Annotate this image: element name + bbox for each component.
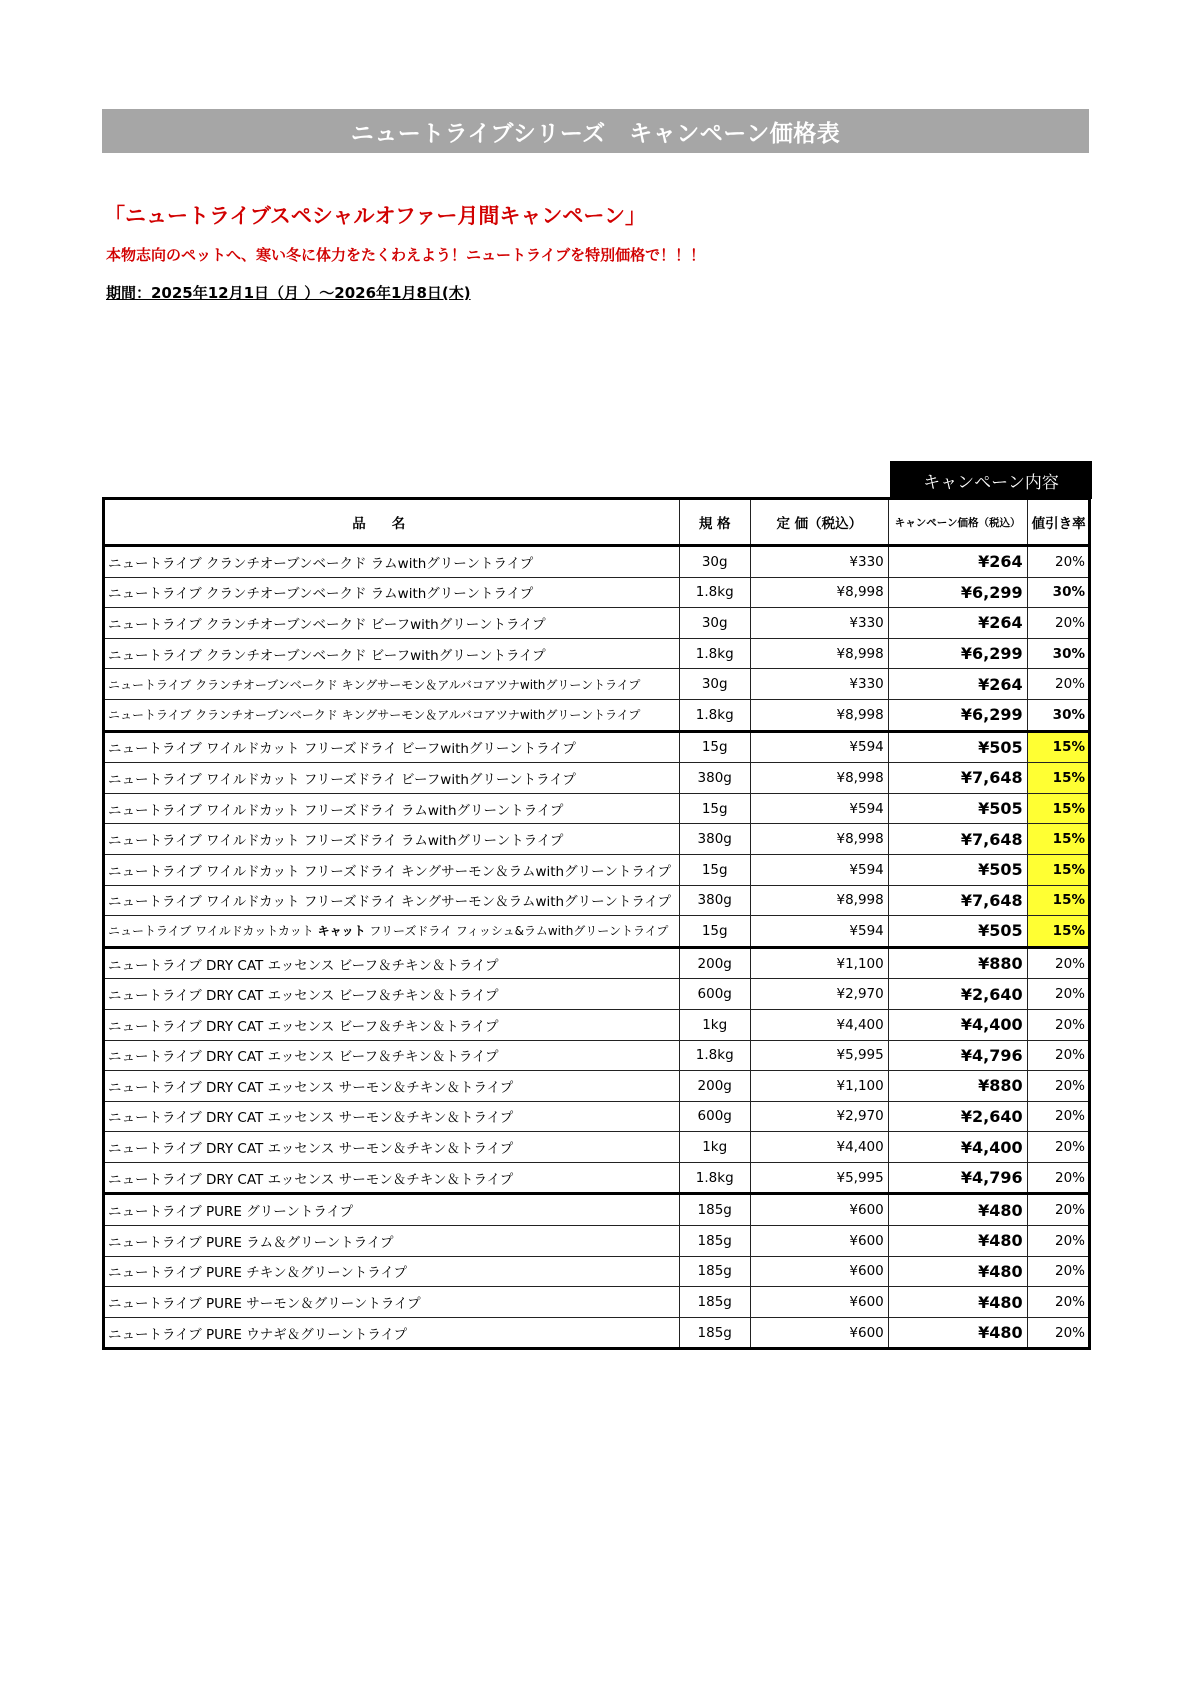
- table-row: [104, 1009, 1090, 1040]
- campaign-price: ¥4,400: [888, 1132, 1027, 1163]
- product-name: ニュートライブ ワイルドカット フリーズドライ ラムwithグリーントライプ: [104, 793, 680, 824]
- product-size: 185g: [679, 1194, 750, 1226]
- list-price: ¥8,998: [750, 824, 888, 855]
- product-size: 380g: [679, 763, 750, 794]
- discount-rate: 15%: [1027, 731, 1089, 763]
- table-row: [104, 546, 1090, 578]
- discount-rate: 30%: [1027, 699, 1089, 731]
- product-size: 15g: [679, 916, 750, 948]
- product-name: ニュートライブ クランチオーブンベークド キングサーモン＆アルバコアツナwithグリーントライプ: [104, 699, 680, 731]
- discount-rate: 15%: [1027, 854, 1089, 885]
- header-size: 規 格: [679, 499, 750, 546]
- table-row: [104, 916, 1090, 948]
- product-size: 1.8kg: [679, 638, 750, 669]
- header-discount-rate: 値引き率: [1027, 499, 1089, 546]
- list-price: ¥600: [750, 1256, 888, 1287]
- product-name: ニュートライブ PURE サーモン＆グリーントライプ: [104, 1287, 680, 1318]
- discount-rate: 20%: [1027, 979, 1089, 1010]
- product-name: [104, 916, 680, 948]
- product-name: ニュートライブ PURE ウナギ＆グリーントライプ: [104, 1317, 680, 1349]
- campaign-price: ¥2,640: [888, 979, 1027, 1010]
- table-row: [104, 1101, 1090, 1132]
- campaign-price: ¥264: [888, 546, 1027, 578]
- campaign-price: ¥6,299: [888, 699, 1027, 731]
- product-size: 1.8kg: [679, 699, 750, 731]
- product-size: 380g: [679, 885, 750, 916]
- product-name: ニュートライブ PURE チキン＆グリーントライプ: [104, 1256, 680, 1287]
- table-row: [104, 854, 1090, 885]
- campaign-price: ¥480: [888, 1194, 1027, 1226]
- campaign-price: ¥4,796: [888, 1162, 1027, 1194]
- campaign-price: ¥880: [888, 1071, 1027, 1102]
- product-name: ニュートライブ ワイルドカット フリーズドライ ビーフwithグリーントライプ: [104, 763, 680, 794]
- header-list-price: 定 価（税込）: [750, 499, 888, 546]
- discount-rate: 15%: [1027, 916, 1089, 948]
- list-price: ¥600: [750, 1317, 888, 1349]
- table-row: [104, 577, 1090, 608]
- campaign-price: ¥4,400: [888, 1009, 1027, 1040]
- table-row: [104, 979, 1090, 1010]
- product-name: ニュートライブ DRY CAT エッセンス ビーフ＆チキン＆トライプ: [104, 979, 680, 1010]
- product-size: 30g: [679, 608, 750, 639]
- discount-rate: 15%: [1027, 885, 1089, 916]
- list-price: ¥2,970: [750, 1101, 888, 1132]
- discount-rate: 20%: [1027, 1162, 1089, 1194]
- list-price: ¥600: [750, 1226, 888, 1257]
- list-price: ¥594: [750, 793, 888, 824]
- campaign-price: ¥7,648: [888, 824, 1027, 855]
- product-size: 15g: [679, 731, 750, 763]
- table-body: [104, 546, 1090, 1349]
- product-size: 15g: [679, 854, 750, 885]
- list-price: ¥594: [750, 731, 888, 763]
- discount-rate: 20%: [1027, 1071, 1089, 1102]
- product-name: ニュートライブ PURE グリーントライプ: [104, 1194, 680, 1226]
- campaign-heading: 「ニュートライブスペシャルオファー月間キャンペーン」: [104, 204, 647, 228]
- product-size: 1.8kg: [679, 577, 750, 608]
- discount-rate: 15%: [1027, 824, 1089, 855]
- list-price: ¥1,100: [750, 947, 888, 979]
- campaign-price: ¥264: [888, 608, 1027, 639]
- header-campaign-price: キャンペーン価格（税込）: [888, 499, 1027, 546]
- product-size: 185g: [679, 1256, 750, 1287]
- product-size: 30g: [679, 546, 750, 578]
- product-name: ニュートライブ PURE ラム＆グリーントライプ: [104, 1226, 680, 1257]
- list-price: ¥5,995: [750, 1040, 888, 1071]
- campaign-price: ¥4,796: [888, 1040, 1027, 1071]
- discount-rate: 20%: [1027, 1226, 1089, 1257]
- product-name: ニュートライブ DRY CAT エッセンス ビーフ＆チキン＆トライプ: [104, 1009, 680, 1040]
- campaign-price: ¥480: [888, 1226, 1027, 1257]
- product-name: ニュートライブ クランチオーブンベークド キングサーモン＆アルバコアツナwithグリーントライプ: [104, 669, 680, 700]
- product-name: ニュートライブ クランチオーブンベークド ラムwithグリーントライプ: [104, 546, 680, 578]
- campaign-price: ¥505: [888, 854, 1027, 885]
- product-name: ニュートライブ ワイルドカット フリーズドライ キングサーモン＆ラムwithグリーントライプ: [104, 885, 680, 916]
- product-name-bold: キャット: [317, 924, 366, 939]
- list-price: ¥2,970: [750, 979, 888, 1010]
- product-name: ニュートライブ DRY CAT エッセンス サーモン＆チキン＆トライプ: [104, 1162, 680, 1194]
- campaign-price: ¥6,299: [888, 638, 1027, 669]
- discount-rate: 20%: [1027, 1101, 1089, 1132]
- list-price: ¥4,400: [750, 1132, 888, 1163]
- product-size: 30g: [679, 669, 750, 700]
- header-row: [104, 499, 1090, 546]
- product-name: ニュートライブ ワイルドカット フリーズドライ キングサーモン＆ラムwithグリーントライプ: [104, 854, 680, 885]
- list-price: ¥1,100: [750, 1071, 888, 1102]
- campaign-period: 期間：2025年12月1日（月 ）～2026年1月8日(木): [106, 284, 471, 302]
- campaign-price: ¥7,648: [888, 885, 1027, 916]
- product-name: ニュートライブ クランチオーブンベークド ラムwithグリーントライプ: [104, 577, 680, 608]
- discount-rate: 20%: [1027, 1256, 1089, 1287]
- discount-rate: 20%: [1027, 546, 1089, 578]
- product-size: 185g: [679, 1287, 750, 1318]
- list-price: ¥330: [750, 546, 888, 578]
- list-price: ¥8,998: [750, 577, 888, 608]
- campaign-price: ¥7,648: [888, 763, 1027, 794]
- discount-rate: 20%: [1027, 608, 1089, 639]
- discount-rate: 15%: [1027, 763, 1089, 794]
- product-size: 380g: [679, 824, 750, 855]
- campaign-price: ¥480: [888, 1256, 1027, 1287]
- campaign-price: ¥480: [888, 1317, 1027, 1349]
- product-size: 600g: [679, 1101, 750, 1132]
- product-name: ニュートライブ ワイルドカット フリーズドライ ビーフwithグリーントライプ: [104, 731, 680, 763]
- table-row: [104, 1194, 1090, 1226]
- discount-rate: 20%: [1027, 1040, 1089, 1071]
- discount-rate: 20%: [1027, 1009, 1089, 1040]
- list-price: ¥8,998: [750, 885, 888, 916]
- campaign-price: ¥264: [888, 669, 1027, 700]
- product-size: 1kg: [679, 1009, 750, 1040]
- product-size: 1.8kg: [679, 1162, 750, 1194]
- table-row: [104, 763, 1090, 794]
- product-size: 600g: [679, 979, 750, 1010]
- header-name: 品名: [104, 499, 680, 546]
- list-price: ¥594: [750, 854, 888, 885]
- discount-rate: 30%: [1027, 638, 1089, 669]
- discount-rate: 20%: [1027, 947, 1089, 979]
- product-name: ニュートライブ DRY CAT エッセンス サーモン＆チキン＆トライプ: [104, 1071, 680, 1102]
- table-row: [104, 608, 1090, 639]
- table-row: [104, 1132, 1090, 1163]
- campaign-price: ¥880: [888, 947, 1027, 979]
- list-price: ¥8,998: [750, 638, 888, 669]
- product-name: ニュートライブ クランチオーブンベークド ビーフwithグリーントライプ: [104, 608, 680, 639]
- product-size: 200g: [679, 947, 750, 979]
- product-name: ニュートライブ DRY CAT エッセンス ビーフ＆チキン＆トライプ: [104, 1040, 680, 1071]
- discount-rate: 20%: [1027, 669, 1089, 700]
- discount-rate: 15%: [1027, 793, 1089, 824]
- product-size: 15g: [679, 793, 750, 824]
- product-size: 1kg: [679, 1132, 750, 1163]
- table-row: [104, 1071, 1090, 1102]
- list-price: ¥594: [750, 916, 888, 948]
- list-price: ¥5,995: [750, 1162, 888, 1194]
- table-row: [104, 793, 1090, 824]
- campaign-price: ¥505: [888, 916, 1027, 948]
- table-row: [104, 885, 1090, 916]
- table-row: [104, 947, 1090, 979]
- table-row: [104, 1162, 1090, 1194]
- product-name-part: ニュートライブ ワイルドカットカット: [108, 924, 318, 939]
- table-row: [104, 699, 1090, 731]
- list-price: ¥600: [750, 1194, 888, 1226]
- table-row: [104, 669, 1090, 700]
- product-size: 1.8kg: [679, 1040, 750, 1071]
- product-name: ニュートライブ DRY CAT エッセンス サーモン＆チキン＆トライプ: [104, 1132, 680, 1163]
- page-title: ニュートライブシリーズ キャンペーン価格表: [102, 109, 1089, 153]
- discount-rate: 20%: [1027, 1317, 1089, 1349]
- table-row: [104, 1287, 1090, 1318]
- list-price: ¥330: [750, 669, 888, 700]
- list-price: ¥4,400: [750, 1009, 888, 1040]
- discount-rate: 30%: [1027, 577, 1089, 608]
- table-row: [104, 824, 1090, 855]
- list-price: ¥8,998: [750, 763, 888, 794]
- campaign-price: ¥505: [888, 793, 1027, 824]
- product-size: 200g: [679, 1071, 750, 1102]
- table-row: [104, 1226, 1090, 1257]
- list-price: ¥330: [750, 608, 888, 639]
- product-name: ニュートライブ クランチオーブンベークド ビーフwithグリーントライプ: [104, 638, 680, 669]
- discount-rate: 20%: [1027, 1287, 1089, 1318]
- product-name: ニュートライブ DRY CAT エッセンス ビーフ＆チキン＆トライプ: [104, 947, 680, 979]
- campaign-price: ¥505: [888, 731, 1027, 763]
- table-row: [104, 1040, 1090, 1071]
- table-row: [104, 1256, 1090, 1287]
- product-size: 185g: [679, 1226, 750, 1257]
- product-size: 185g: [679, 1317, 750, 1349]
- campaign-content-banner: キャンペーン内容: [890, 461, 1092, 499]
- table-row: [104, 731, 1090, 763]
- list-price: ¥600: [750, 1287, 888, 1318]
- discount-rate: 20%: [1027, 1194, 1089, 1226]
- product-name: ニュートライブ ワイルドカット フリーズドライ ラムwithグリーントライプ: [104, 824, 680, 855]
- campaign-price: ¥6,299: [888, 577, 1027, 608]
- discount-rate: 20%: [1027, 1132, 1089, 1163]
- campaign-subheading: 本物志向のペットへ、寒い冬に体力をたくわえよう！ニュートライブを特別価格で！！！: [106, 246, 706, 264]
- campaign-price: ¥480: [888, 1287, 1027, 1318]
- product-name: ニュートライブ DRY CAT エッセンス サーモン＆チキン＆トライプ: [104, 1101, 680, 1132]
- campaign-price: ¥2,640: [888, 1101, 1027, 1132]
- product-name-part: フリーズドライ フィッシュ&ラムwithグリーントライプ: [365, 924, 669, 939]
- list-price: ¥8,998: [750, 699, 888, 731]
- table-row: [104, 638, 1090, 669]
- price-table: [102, 497, 1091, 1350]
- table-row: [104, 1317, 1090, 1349]
